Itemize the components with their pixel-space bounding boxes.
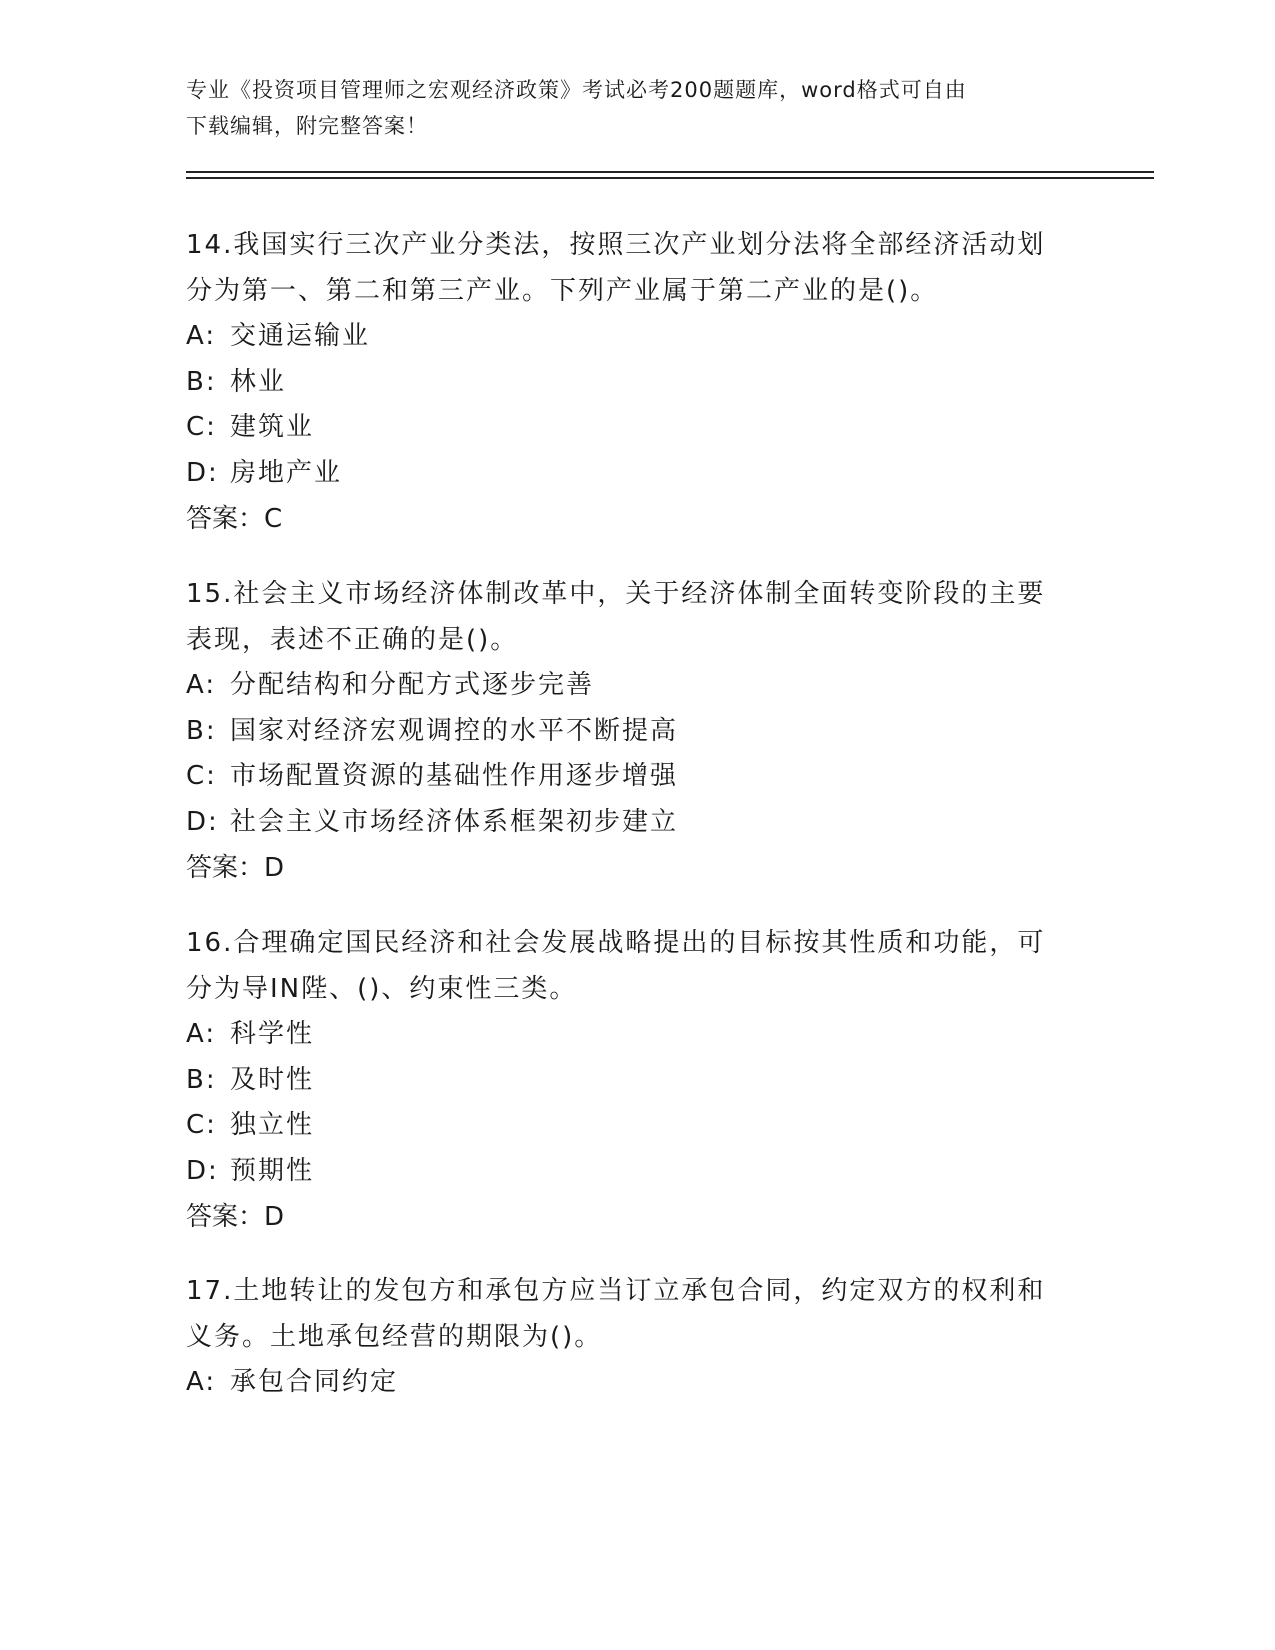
option-text: 市场配置资源的基础性作用逐步增强 [230, 761, 679, 791]
option-text: 科学性 [230, 1019, 315, 1049]
question-stem-line: 17.土地转让的发包方和承包方应当订立承包合同，约定双方的权利和 [186, 1276, 1046, 1306]
header-divider-bottom [186, 177, 1154, 179]
option-label: A: [186, 1367, 217, 1397]
option-label: A: [186, 321, 217, 351]
option-b [186, 360, 1086, 406]
question-14 [186, 222, 1086, 542]
option-label: B: [186, 1064, 217, 1095]
option-label: D: [186, 806, 219, 837]
option-d [186, 800, 1086, 846]
question-stem-line: 表现，表述不正确的是()。 [186, 625, 519, 655]
answer: 答案：D [186, 853, 285, 883]
answer: 答案：C [186, 504, 283, 534]
option-label: C: [186, 761, 217, 791]
option-text: 国家对经济宏观调控的水平不断提高 [230, 715, 679, 746]
option-d [186, 1149, 1086, 1195]
answer: 答案：D [186, 1202, 285, 1232]
option-c [186, 754, 1086, 800]
option-text: 预期性 [230, 1155, 315, 1186]
option-text: 承包合同约定 [230, 1367, 399, 1397]
option-b [186, 1058, 1086, 1104]
option-label: D: [186, 1155, 219, 1186]
option-a [186, 663, 1086, 709]
option-a [186, 1012, 1086, 1058]
option-text: 建筑业 [230, 412, 315, 442]
option-text: 及时性 [230, 1064, 315, 1095]
document-header [186, 72, 1086, 144]
option-label: D: [186, 457, 219, 488]
question-stem-line: 14.我国实行三次产业分类法，按照三次产业划分法将全部经济活动划 [186, 230, 1046, 260]
question-15 [186, 571, 1086, 891]
option-c [186, 1103, 1086, 1149]
question-stem-line: 义务。土地承包经营的期限为()。 [186, 1322, 603, 1352]
question-stem-line: 分为第一、第二和第三产业。下列产业属于第二产业的是()。 [186, 276, 939, 306]
option-text: 林业 [230, 366, 287, 397]
option-label: B: [186, 715, 217, 746]
option-text: 交通运输业 [230, 321, 371, 351]
header-line-1: 专业《投资项目管理师之宏观经济政策》考试必考200题题库，word格式可自由 [186, 78, 967, 102]
option-d [186, 451, 1086, 497]
option-text: 独立性 [230, 1110, 315, 1140]
option-label: B: [186, 366, 217, 397]
option-label: A: [186, 1019, 217, 1049]
header-divider-top [186, 171, 1154, 173]
option-label: A: [186, 670, 217, 700]
question-stem-line: 分为导IN陛、()、约束性三类。 [186, 974, 578, 1004]
option-text: 分配结构和分配方式逐步完善 [230, 670, 595, 700]
option-text: 房地产业 [230, 457, 343, 488]
option-c [186, 405, 1086, 451]
option-label: C: [186, 412, 217, 442]
question-stem-line: 16.合理确定国民经济和社会发展战略提出的目标按其性质和功能，可 [186, 928, 1046, 958]
question-17 [186, 1268, 1086, 1406]
header-line-2: 下载编辑，附完整答案！ [186, 114, 428, 138]
option-a [186, 1360, 1086, 1406]
option-a [186, 314, 1086, 360]
option-text: 社会主义市场经济体系框架初步建立 [230, 806, 679, 837]
question-stem-line: 15.社会主义市场经济体制改革中，关于经济体制全面转变阶段的主要 [186, 579, 1046, 609]
question-16 [186, 920, 1086, 1240]
option-label: C: [186, 1110, 217, 1140]
option-b [186, 709, 1086, 755]
